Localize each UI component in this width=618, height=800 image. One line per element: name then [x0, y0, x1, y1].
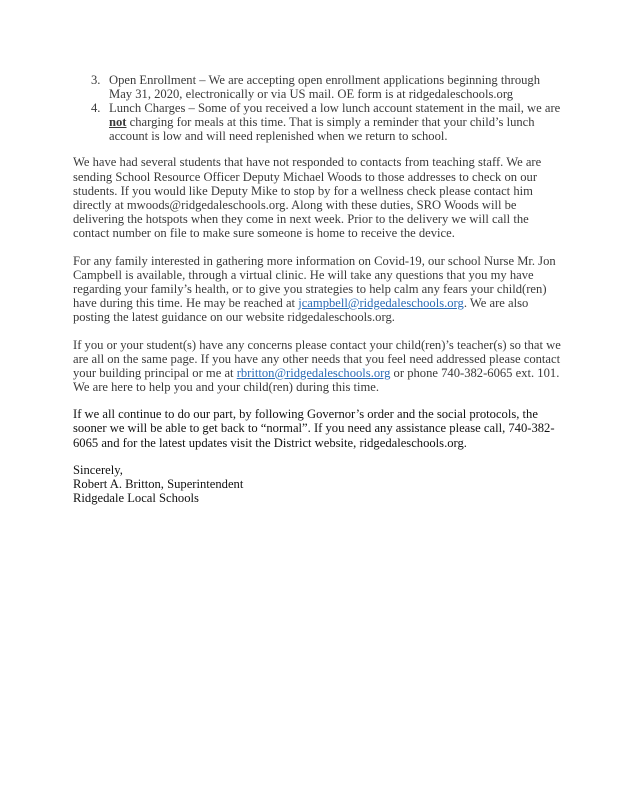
- text-line: [73, 365, 560, 380]
- text-line: Lunch Charges – Some of you received a low lunch account statement in the mail, we are: [109, 101, 561, 116]
- text-line: [109, 115, 553, 129]
- paragraph-nurse: [73, 253, 556, 324]
- text-segment: have during this time. He may be reached at: [73, 295, 299, 310]
- text-line: delivering the hotspots when they come in next week. Prior to the delivery we will call the: [73, 211, 529, 226]
- text-line: sooner we will be able to get back to “normal”. If you need any assistance please call, 740-382-: [73, 421, 555, 436]
- text-line: We are here to help you and your child(ren) during this time.: [73, 379, 380, 394]
- paragraph-sro: [73, 155, 553, 240]
- list-number: 4.: [91, 101, 101, 116]
- text-line: posting the latest guidance on our website ridgedaleschools.org.: [73, 309, 395, 324]
- list-item-lunch-charges: [73, 101, 561, 144]
- text-line: directly at mwoods@ridgedaleschools.org. Along with these duties, SRO Woods will be: [73, 197, 517, 212]
- list-item-open-enrollment: [73, 73, 553, 101]
- numbered-list: [73, 73, 561, 144]
- text-segment: or phone 740-382-6065 ext. 101.: [390, 365, 560, 380]
- email-link-jcampbell[interactable]: jcampbell@ridgedaleschools.org: [298, 295, 464, 310]
- paragraph-concerns: [73, 337, 561, 394]
- text-line: sending School Resource Officer Deputy Michael Woods to those addresses to check on our: [73, 169, 538, 184]
- paragraph-closing: [73, 407, 553, 449]
- text-line: If you or your student(s) have any concerns please contact your child(ren)’s teacher(s) so that we: [73, 337, 561, 352]
- sign-off: Sincerely,: [73, 463, 123, 478]
- text-segment: your building principal or me at: [73, 365, 237, 380]
- text-line: contact number on file to make sure someone is home to receive the device.: [73, 225, 455, 240]
- text-line: account is low and will need replenished when we return to school.: [109, 129, 448, 144]
- text-segment: . We are also: [463, 295, 529, 310]
- organization-name: Ridgedale Local Schools: [73, 491, 199, 506]
- text-line: [73, 296, 553, 310]
- list-number: 3.: [91, 73, 101, 87]
- text-line: Campbell is available, through a virtual clinic. He will take any questions that you my have: [73, 267, 534, 282]
- text-segment: charging for meals at this time. That is simply a reminder that your child’s lunch: [126, 115, 535, 130]
- text-line: are all on the same page. If you have any other needs that you feel need addressed please contact: [73, 351, 561, 366]
- text-line: 6065 and for the latest updates visit the District website, ridgedaleschools.org.: [73, 435, 467, 450]
- emphasis-not: not: [109, 115, 127, 130]
- text-line: May 31, 2020, electronically or via US mail. OE form is at ridgedaleschools.org: [109, 87, 514, 102]
- text-line: Open Enrollment – We are accepting open enrollment applications beginning through: [109, 73, 541, 87]
- signer-name: Robert A. Britton, Superintendent: [73, 477, 244, 492]
- text-line: If we all continue to do our part, by following Governor’s order and the social protocols, the: [73, 407, 538, 422]
- letter-page: [73, 73, 561, 519]
- text-line: regarding your family’s health, or to give you strategies to help calm any fears your child(ren): [73, 281, 547, 296]
- text-line: We have had several students that have not responded to contacts from teaching staff. We are: [73, 155, 542, 170]
- text-line: For any family interested in gathering more information on Covid-19, our school Nurse Mr. Jon: [73, 253, 556, 268]
- text-line: students. If you would like Deputy Mike to stop by for a wellness check please contact him: [73, 183, 533, 198]
- email-link-rbritton[interactable]: rbritton@ridgedaleschools.org: [236, 365, 391, 380]
- signature-block: [73, 463, 553, 505]
